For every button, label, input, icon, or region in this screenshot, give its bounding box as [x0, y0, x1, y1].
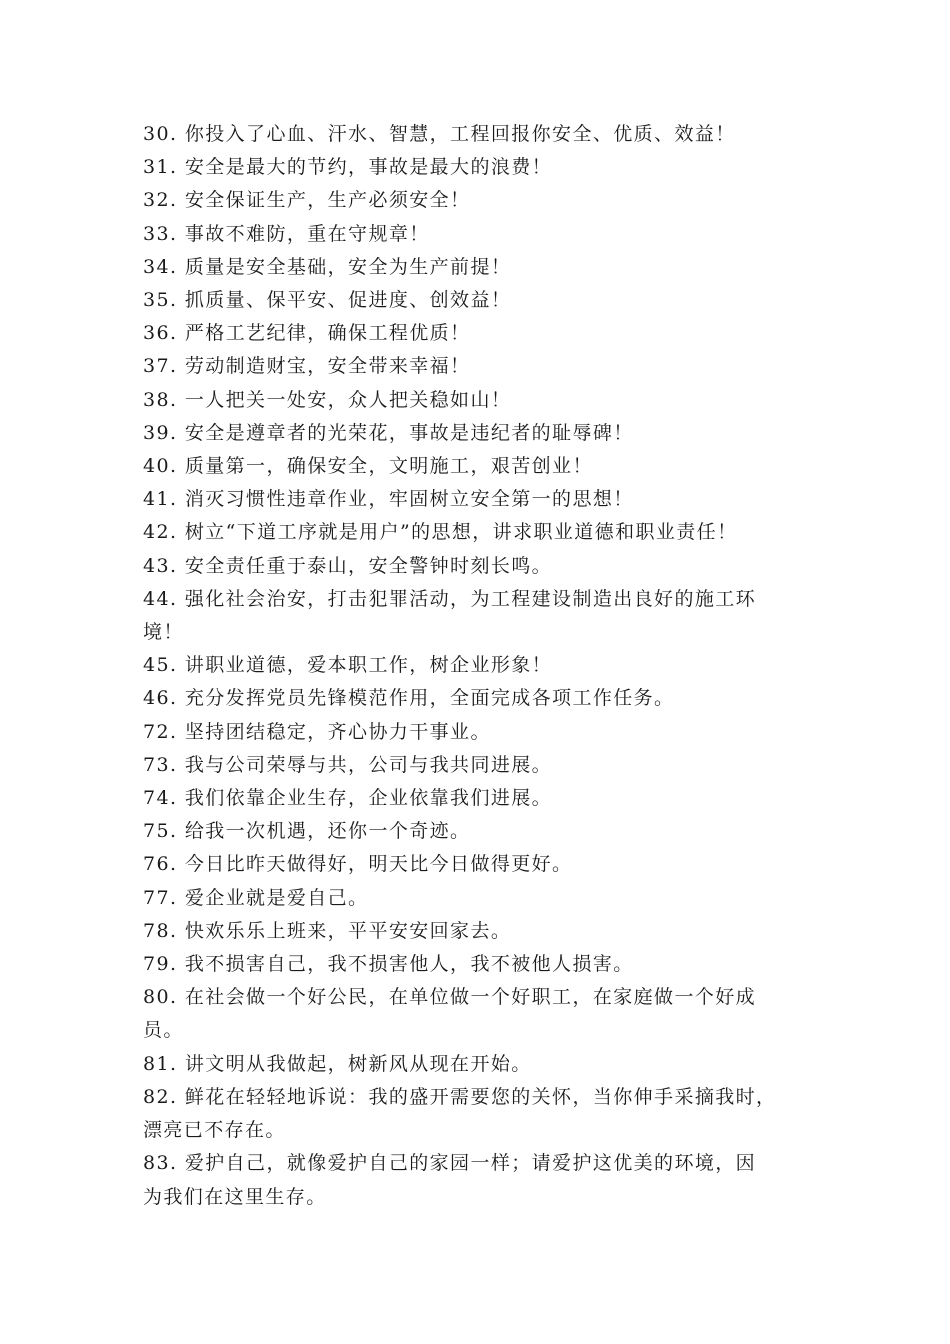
text-line-continuation: 境！	[143, 621, 184, 644]
text-line: 39. 安全是遵章者的光荣花，事故是违纪者的耻辱碑！	[143, 421, 634, 444]
text-line: 38. 一人把关一处安，众人把关稳如山！	[143, 388, 512, 411]
text-line: 43. 安全责任重于泰山，安全警钟时刻长鸣。	[143, 554, 553, 577]
text-line: 77. 爱企业就是爱自己。	[143, 886, 369, 909]
text-line: 83. 爱护自己，就像爱护自己的家园一样；请爱护这优美的环境，因	[143, 1152, 757, 1175]
text-line: 44. 强化社会治安，打击犯罪活动，为工程建设制造出良好的施工环	[143, 587, 757, 610]
text-line: 74. 我们依靠企业生存，企业依靠我们进展。	[143, 787, 553, 810]
text-line: 75. 给我一次机遇，还你一个奇迹。	[143, 820, 471, 843]
text-line: 79. 我不损害自己，我不损害他人，我不被他人损害。	[143, 953, 634, 976]
text-line: 36. 严格工艺纪律，确保工程优质！	[143, 322, 471, 345]
text-line: 40. 质量第一，确保安全，文明施工，艰苦创业！	[143, 455, 593, 478]
text-line: 82. 鲜花在轻轻地诉说：我的盛开需要您的关怀，当你伸手采摘我时，	[143, 1085, 777, 1108]
text-line: 32. 安全保证生产，生产必须安全！	[143, 189, 471, 212]
text-line: 80. 在社会做一个好公民，在单位做一个好职工，在家庭做一个好成	[143, 986, 757, 1009]
text-line: 42. 树立“下道工序就是用户”的思想，讲求职业道德和职业责任！	[143, 521, 738, 544]
text-line: 73. 我与公司荣辱与共，公司与我共同进展。	[143, 753, 553, 776]
text-line: 30. 你投入了心血、汗水、智慧，工程回报你安全、优质、效益！	[143, 123, 736, 145]
text-line-continuation: 员。	[143, 1019, 184, 1042]
text-line: 41. 消灭习惯性违章作业，牢固树立安全第一的思想！	[143, 488, 634, 511]
text-line: 33. 事故不难防，重在守规章！	[143, 222, 430, 245]
document-page	[143, 118, 811, 1214]
text-line-continuation: 为我们在这里生存。	[143, 1185, 327, 1208]
text-line-continuation: 漂亮已不存在。	[143, 1119, 286, 1142]
text-line: 78. 快欢乐乐上班来，平平安安回家去。	[143, 919, 512, 942]
text-line: 45. 讲职业道德，爱本职工作，树企业形象！	[143, 654, 553, 677]
text-line: 34. 质量是安全基础，安全为生产前提！	[143, 255, 512, 278]
text-line: 35. 抓质量、保平安、促进度、创效益！	[143, 289, 512, 312]
text-line: 31. 安全是最大的节约，事故是最大的浪费！	[143, 156, 553, 179]
text-line: 37. 劳动制造财宝，安全带来幸福！	[143, 355, 471, 378]
text-line: 46. 充分发挥党员先锋模范作用，全面完成各项工作任务。	[143, 687, 675, 710]
text-line: 76. 今日比昨天做得好，明天比今日做得更好。	[143, 853, 573, 876]
text-line: 81. 讲文明从我做起，树新风从现在开始。	[143, 1052, 532, 1075]
text-line: 72. 坚持团结稳定，齐心协力干事业。	[143, 720, 491, 743]
